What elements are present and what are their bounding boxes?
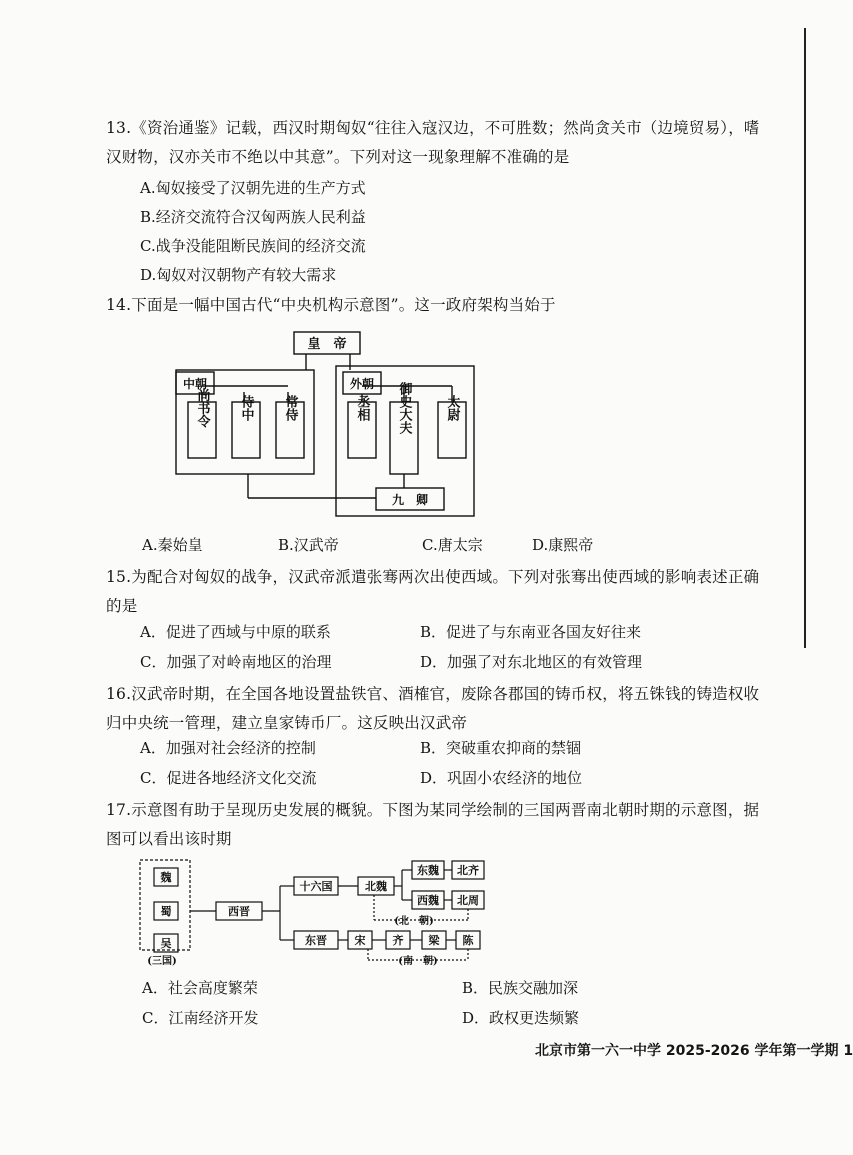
question-15-stem <box>106 563 786 621</box>
q14-option-a[interactable]: A.秦始皇 <box>142 536 203 554</box>
q14-option-c[interactable]: C.唐太宗 <box>422 536 483 554</box>
q17-option-a[interactable]: A．社会高度繁荣 <box>142 979 258 997</box>
q15-option-d[interactable]: D．加强了对东北地区的有效管理 <box>420 653 643 671</box>
central-institution-diagram <box>170 328 480 520</box>
outer-role-chengxiang: 丞相 <box>354 395 370 421</box>
question-17-line-2: 图可以看出该时期 <box>106 830 232 848</box>
question-15-line-1: 15.为配合对匈奴的战争，汉武帝派遣张骞两次出使西域。下列对张骞出使西域的影响表述正确 <box>106 568 760 586</box>
q14-option-d[interactable]: D.康熙帝 <box>532 536 594 554</box>
three-kingdoms-label: (三国) <box>147 956 177 967</box>
q16-option-b[interactable]: B．突破重农抑商的禁锢 <box>420 739 582 757</box>
q17-option-b[interactable]: B．民族交融加深 <box>462 979 579 997</box>
q15-option-a[interactable]: A．促进了西域与中原的联系 <box>140 623 331 641</box>
question-16-line-2: 归中央统一管理，建立皇家铸币厂。这反映出汉武帝 <box>106 714 468 732</box>
q13-option-c[interactable]: C.战争没能阻断民族间的经济交流 <box>140 237 366 255</box>
inner-role-shizhong: 侍中 <box>238 395 254 421</box>
qi-box: 齐 <box>392 934 404 947</box>
three-kingdoms-diagram <box>134 856 494 968</box>
emperor-box: 皇 帝 <box>307 337 347 352</box>
shu-box: 蜀 <box>160 905 172 918</box>
question-14-stem: 14.下面是一幅中国古代“中央机构示意图”。这一政府架构当始于 <box>106 296 556 314</box>
north-qi-box: 北齐 <box>457 864 479 877</box>
north-wei-box: 北魏 <box>365 880 387 893</box>
q16-option-c[interactable]: C．促进各地经济文化交流 <box>140 769 317 787</box>
q13-option-b[interactable]: B.经济交流符合汉匈两族人民利益 <box>140 208 366 226</box>
question-17-stem <box>106 796 786 854</box>
song-box: 宋 <box>354 934 366 947</box>
sixteen-kingdoms-box: 十六国 <box>299 880 333 893</box>
north-zhou-box: 北周 <box>457 894 479 907</box>
outer-role-yushidafu: 御史大夫 <box>396 382 412 434</box>
southern-dynasties-label: (南 朝) <box>398 956 438 967</box>
question-13-stem <box>106 114 786 172</box>
q17-option-d[interactable]: D．政权更迭频繁 <box>462 1009 580 1027</box>
question-13-line-1: 13.《资治通鉴》记载，西汉时期匈奴“往往入寇汉边，不可胜数；然尚贪关市（边境贸易），嗜 <box>106 119 760 137</box>
question-16-line-1: 16.汉武帝时期，在全国各地设置盐铁官、酒榷官，废除各郡国的铸币权，将五铢钱的铸造权收 <box>106 685 760 703</box>
inner-court-label: 中朝 <box>182 377 208 391</box>
question-16-stem <box>106 680 786 738</box>
west-jin-box: 西晋 <box>228 905 250 918</box>
q15-option-c[interactable]: C．加强了对岭南地区的治理 <box>140 653 332 671</box>
question-13-line-2: 汉财物，汉亦关市不绝以中其意”。下列对这一现象理解不准确的是 <box>106 148 570 166</box>
q13-option-d[interactable]: D.匈奴对汉朝物产有较大需求 <box>140 266 337 284</box>
question-15-line-2: 的是 <box>106 597 138 615</box>
west-wei-box: 西魏 <box>417 894 439 907</box>
question-17-line-1: 17.示意图有助于呈现历史发展的概貌。下图为某同学绘制的三国两晋南北朝时期的示意图，据 <box>106 801 760 819</box>
q17-option-c[interactable]: C．江南经济开发 <box>142 1009 259 1027</box>
east-jin-box: 东晋 <box>305 934 327 947</box>
nine-ministers-box: 九 卿 <box>391 493 429 507</box>
q15-option-b[interactable]: B．促进了与东南亚各国友好往来 <box>420 623 642 641</box>
east-wei-box: 东魏 <box>417 864 439 877</box>
outer-court-label: 外朝 <box>349 377 375 391</box>
q16-option-a[interactable]: A．加强对社会经济的控制 <box>140 739 316 757</box>
outer-role-taiwei: 太尉 <box>444 395 460 421</box>
chen-box: 陈 <box>462 934 474 947</box>
inner-role-changshi: 常侍 <box>282 395 298 421</box>
q14-option-b[interactable]: B.汉武帝 <box>278 536 339 554</box>
wei-box: 魏 <box>160 871 172 884</box>
wu-box: 吴 <box>160 937 172 950</box>
q16-option-d[interactable]: D．巩固小农经济的地位 <box>420 769 583 787</box>
q13-option-a[interactable]: A.匈奴接受了汉朝先进的生产方式 <box>140 179 366 197</box>
inner-role-shangshuling: 尚书令 <box>194 388 210 428</box>
page-edge-line <box>804 28 806 648</box>
liang-box: 梁 <box>428 934 440 947</box>
northern-dynasties-label: (北 朝) <box>394 916 434 927</box>
page-footer: 北京市第一六一中学 2025-2026 学年第一学期 1 <box>535 1043 853 1059</box>
